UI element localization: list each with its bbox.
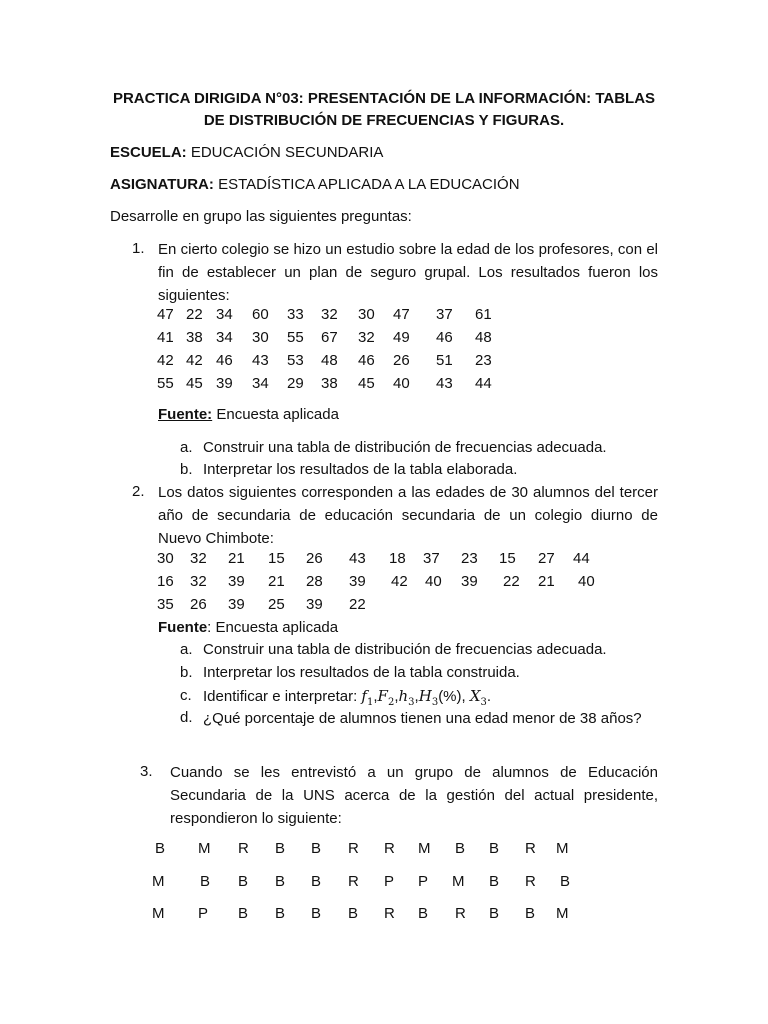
q3-number: 3. [140,763,153,780]
q1-value-cell: 46 [216,352,233,369]
q1-value-cell: 42 [157,352,174,369]
q3-response-cell: B [275,840,286,857]
q3-response-cell: M [452,873,465,890]
asignatura-line [110,174,520,196]
q3-response-cell: R [238,840,249,857]
q1-value-cell: 60 [252,306,269,323]
q3-response-cell: B [560,873,571,890]
q2-value-cell: 39 [228,596,245,613]
q1-value-cell: 38 [186,329,203,346]
q2-value-cell: 26 [306,550,323,567]
q1-item-b-letter: b. [180,461,193,478]
q1-value-cell: 47 [393,306,410,323]
q1-value-cell: 30 [358,306,375,323]
q1-value-cell: 48 [321,352,338,369]
q3-response-cell: B [489,840,500,857]
q2-source-label: Fuente [158,619,208,636]
q3-response-cell: B [311,873,322,890]
q2-text: Los datos siguientes corresponden a las edades de 30 alumnos del tercer año de secundaria de educación secundaria de un colegio diurno de Nuevo Chimbote: [158,484,658,547]
formula-F2: $F_2$ [377,687,395,708]
q3-response-cell: P [384,873,395,890]
q1-value-cell: 29 [287,375,304,392]
q2-value-cell: 18 [389,550,406,567]
q2-item-d-text: ¿Qué porcentaje de alumnos tienen una edad menor de 38 años? [203,710,642,727]
q3-response-cell: P [418,873,429,890]
q2-value-cell: 39 [349,573,366,590]
q2-value-cell: 35 [157,596,174,613]
title-line-1: PRACTICA DIRIGIDA N°03: PRESENTACIÓN DE LA INFORMACIÓN: TABLAS [112,90,656,107]
q1-value-cell: 51 [436,352,453,369]
intro-text: Desarrolle en grupo las siguientes preguntas: [110,208,412,225]
q2-value-cell: 22 [349,596,366,613]
q3-text: Cuando se les entrevistó a un grupo de alumnos de Educación Secundaria de la UNS acerca de la gestión del actual presidente, respondieron lo siguiente: [170,764,658,827]
q1-source-value: Encuesta aplicada [216,406,339,423]
q3-response-cell: M [418,840,431,857]
q2-source-value: : Encuesta aplicada [207,619,339,636]
q2-value-cell: 32 [190,550,207,567]
q2-item-c-letter: c. [180,687,192,704]
q3-response-cell: R [525,873,536,890]
q3-response-cell: B [238,905,249,922]
asignatura-label: ASIGNATURA: [110,176,214,193]
q2-item-a-text: Construir una tabla de distribución de frecuencias adecuada. [203,641,607,658]
q3-response-cell: B [275,905,286,922]
q3-response-cell: B [348,905,359,922]
formula-pct: (%), [438,688,466,705]
q1-item-a-text: Construir una tabla de distribución de frecuencias adecuada. [203,439,607,456]
q1-value-cell: 44 [475,375,492,392]
q1-value-cell: 30 [252,329,269,346]
q2-value-cell: 39 [461,573,478,590]
q1-value-cell: 37 [436,306,453,323]
q1-value-cell: 47 [157,306,174,323]
q1-value-cell: 67 [321,329,338,346]
q3-response-cell: R [384,905,395,922]
q2-value-cell: 15 [268,550,285,567]
q2-value-cell: 44 [573,550,590,567]
q1-text: En cierto colegio se hizo un estudio sobre la edad de los profesores, con el fin de establecer un plan de seguro grupal. Los resultados fueron los siguientes: [158,241,658,304]
q3-response-cell: B [311,905,322,922]
formula-H3: $H_3$ [418,687,439,708]
q1-value-cell: 55 [287,329,304,346]
q2-value-cell: 42 [391,573,408,590]
q1-value-cell: 34 [252,375,269,392]
q2-value-cell: 37 [423,550,440,567]
q1-value-cell: 49 [393,329,410,346]
q2-value-cell: 21 [268,573,285,590]
q3-response-cell: B [200,873,211,890]
q1-value-cell: 46 [436,329,453,346]
q3-response-cell: B [275,873,286,890]
q2-number: 2. [132,483,145,500]
q1-item-a-letter: a. [180,439,193,456]
q2-value-cell: 32 [190,573,207,590]
q1-value-cell: 38 [321,375,338,392]
q1-value-cell: 45 [186,375,203,392]
q3-response-cell: R [455,905,466,922]
document-title [100,88,668,132]
q3-response-cell: M [556,840,569,857]
q1-value-cell: 55 [157,375,174,392]
q3-response-cell: B [311,840,322,857]
q2-value-cell: 27 [538,550,555,567]
q2-value-cell: 40 [578,573,595,590]
q2-value-cell: 28 [306,573,323,590]
q1-value-cell: 39 [216,375,233,392]
q1-value-cell: 53 [287,352,304,369]
q3-response-cell: R [348,873,359,890]
q1-value-cell: 48 [475,329,492,346]
q1-value-cell: 33 [287,306,304,323]
q3-response-cell: M [198,840,211,857]
q2-value-cell: 16 [157,573,174,590]
q1-value-cell: 43 [252,352,269,369]
escuela-value: EDUCACIÓN SECUNDARIA [190,144,384,161]
q1-value-cell: 45 [358,375,375,392]
q3-response-cell: R [348,840,359,857]
q2-value-cell: 21 [228,550,245,567]
q2-source [158,617,338,639]
q2-value-cell: 26 [190,596,207,613]
q2-item-b-letter: b. [180,664,193,681]
q1-value-cell: 23 [475,352,492,369]
q2-value-cell: 15 [499,550,516,567]
q1-value-cell: 43 [436,375,453,392]
q3-response-cell: M [556,905,569,922]
q2-value-cell: 43 [349,550,366,567]
q3-response-cell: B [418,905,429,922]
q2-value-cell: 21 [538,573,555,590]
q2-value-cell: 39 [228,573,245,590]
q1-source [158,404,339,426]
q3-response-cell: B [489,873,500,890]
formula-h3: $h_3$ [398,687,415,708]
q1-value-cell: 26 [393,352,410,369]
q3-response-cell: B [525,905,536,922]
q1-value-cell: 46 [358,352,375,369]
formula-X3: $X_3$ [469,687,487,708]
q1-value-cell: 41 [157,329,174,346]
q1-value-cell: 40 [393,375,410,392]
q3-response-cell: P [198,905,209,922]
escuela-line [110,142,383,164]
q2-value-cell: 23 [461,550,478,567]
q3-response-cell: B [489,905,500,922]
q3-response-cell: B [155,840,166,857]
q2-value-cell: 39 [306,596,323,613]
q3-response-cell: M [152,905,165,922]
q1-value-cell: 32 [358,329,375,346]
escuela-label: ESCUELA: [110,144,187,161]
q3-response-cell: R [525,840,536,857]
formula-f1: $f_1$ [361,687,374,708]
q1-value-cell: 34 [216,306,233,323]
q2-value-cell: 40 [425,573,442,590]
q1-number: 1. [132,240,145,257]
q2-item-b-text: Interpretar los resultados de la tabla construida. [203,664,520,681]
q2-item-c: Identificar e interpretar: $f_1,F_2,h_3,H_3(\%)$, $X_3$. [203,687,492,708]
q1-source-label: Fuente: [158,406,213,423]
q2-item-d-letter: d. [180,709,193,726]
q3-response-cell: M [152,873,165,890]
asignatura-value: ESTADÍSTICA APLICADA A LA EDUCACIÓN [218,176,520,193]
q1-value-cell: 34 [216,329,233,346]
formula-dot: . [486,688,492,705]
q1-value-cell: 42 [186,352,203,369]
q1-value-cell: 22 [186,306,203,323]
q3-response-cell: B [238,873,249,890]
q2-value-cell: 22 [503,573,520,590]
q3-response-cell: R [384,840,395,857]
q2-item-c-text: Identificar e interpretar: [203,688,358,705]
q1-item-b-text: Interpretar los resultados de la tabla elaborada. [203,461,518,478]
q2-value-cell: 30 [157,550,174,567]
title-line-2: DE DISTRIBUCIÓN DE FRECUENCIAS Y FIGURAS. [203,112,565,129]
q3-response-cell: B [455,840,466,857]
q2-item-a-letter: a. [180,641,193,658]
q1-value-cell: 61 [475,306,492,323]
q2-value-cell: 25 [268,596,285,613]
q1-value-cell: 32 [321,306,338,323]
